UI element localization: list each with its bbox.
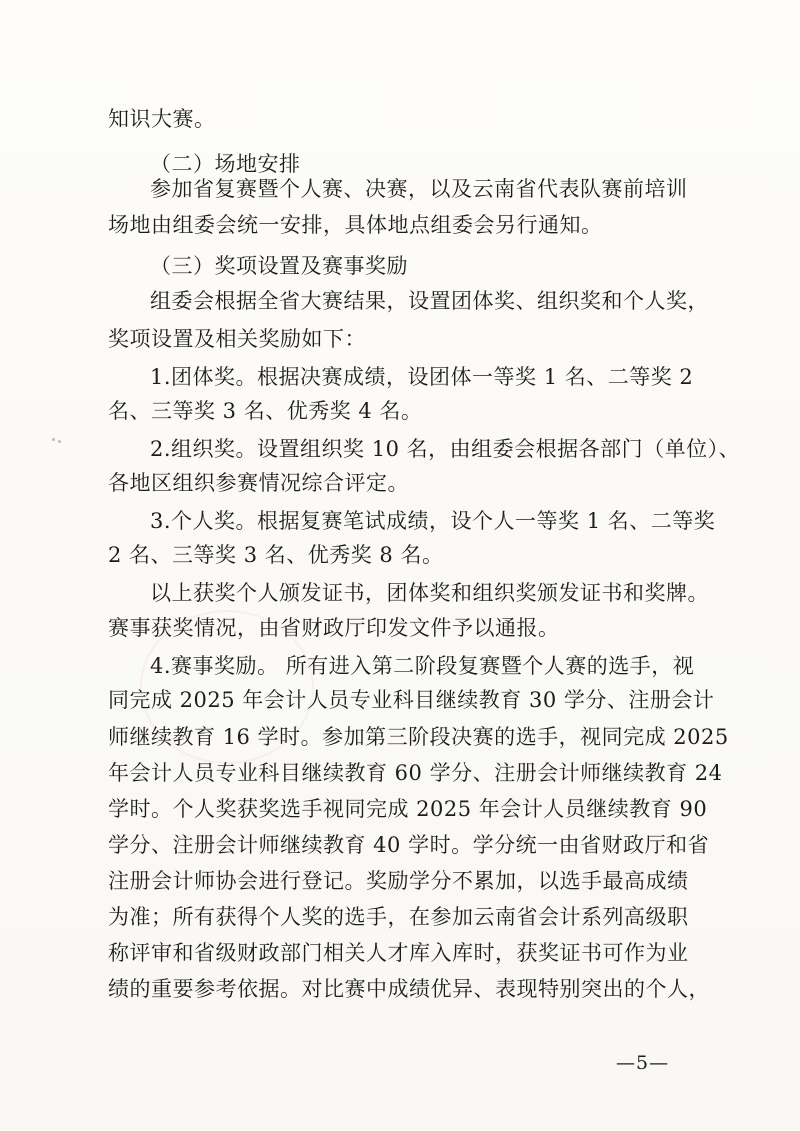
text-line: 名、三等奖 3 名、优秀奖 4 名。	[108, 399, 423, 423]
text-line: 称评审和省级财政部门相关人才库入库时，获奖证书可作为业	[108, 941, 689, 965]
text-line: 3.个人奖。根据复赛笔试成绩，设个人一等奖 1 名、二等奖	[150, 509, 716, 533]
text-line: 场地由组委会统一安排，具体地点组委会另行通知。	[108, 213, 603, 237]
text-line: 知识大赛。	[108, 107, 216, 131]
text-line: 赛事获奖情况，由省财政厅印发文件予以通报。	[108, 616, 560, 640]
text-line: 绩的重要参考依据。对比赛中成绩优异、表现特别突出的个人，	[108, 977, 710, 1001]
text-line: 为准；所有获得个人奖的选手，在参加云南省会计系列高级职	[108, 905, 689, 929]
text-line: 年会计人员专业科目继续教育 60 学分、注册会计师继续教育 24	[108, 761, 723, 785]
text-line: 学分、注册会计师继续教育 40 学时。学分统一由省财政厅和省	[108, 833, 710, 857]
scan-speck	[58, 440, 61, 443]
text-line: 奖项设置及相关奖励如下：	[108, 327, 366, 351]
text-line: 2 名、三等奖 3 名、优秀奖 8 名。	[108, 543, 444, 567]
text-line: 各地区组织参赛情况综合评定。	[108, 471, 409, 495]
text-line: 同完成 2025 年会计人员专业科目继续教育 30 学分、注册会计	[108, 688, 715, 712]
text-line: 师继续教育 16 学时。参加第三阶段决赛的选手，视同完成 2025	[108, 725, 729, 749]
text-line: 注册会计师协会进行登记。奖励学分不累加，以选手最高成绩	[108, 869, 689, 893]
text-line: 学时。个人奖获奖选手视同完成 2025 年会计人员继续教育 90	[108, 797, 708, 821]
text-line: 2.组织奖。设置组织奖 10 名，由组委会根据各部门（单位）、	[150, 437, 741, 461]
text-line: 4.赛事奖励。 所有进入第二阶段复赛暨个人赛的选手，视	[150, 654, 695, 678]
text-line: 组委会根据全省大赛结果，设置团体奖、组织奖和个人奖，	[150, 289, 709, 313]
text-line: 1.团体奖。根据决赛成绩，设团体一等奖 1 名、二等奖 2	[150, 365, 694, 389]
section-heading: （三）奖项设置及赛事奖励	[150, 254, 408, 278]
text-line: 参加省复赛暨个人赛、决赛，以及云南省代表队赛前培训	[150, 177, 688, 201]
text-line: 以上获奖个人颁发证书，团体奖和组织奖颁发证书和奖牌。	[150, 581, 709, 605]
page-number: —5—	[616, 1052, 670, 1074]
scan-speck	[52, 438, 55, 441]
section-heading: （二）场地安排	[150, 152, 301, 176]
